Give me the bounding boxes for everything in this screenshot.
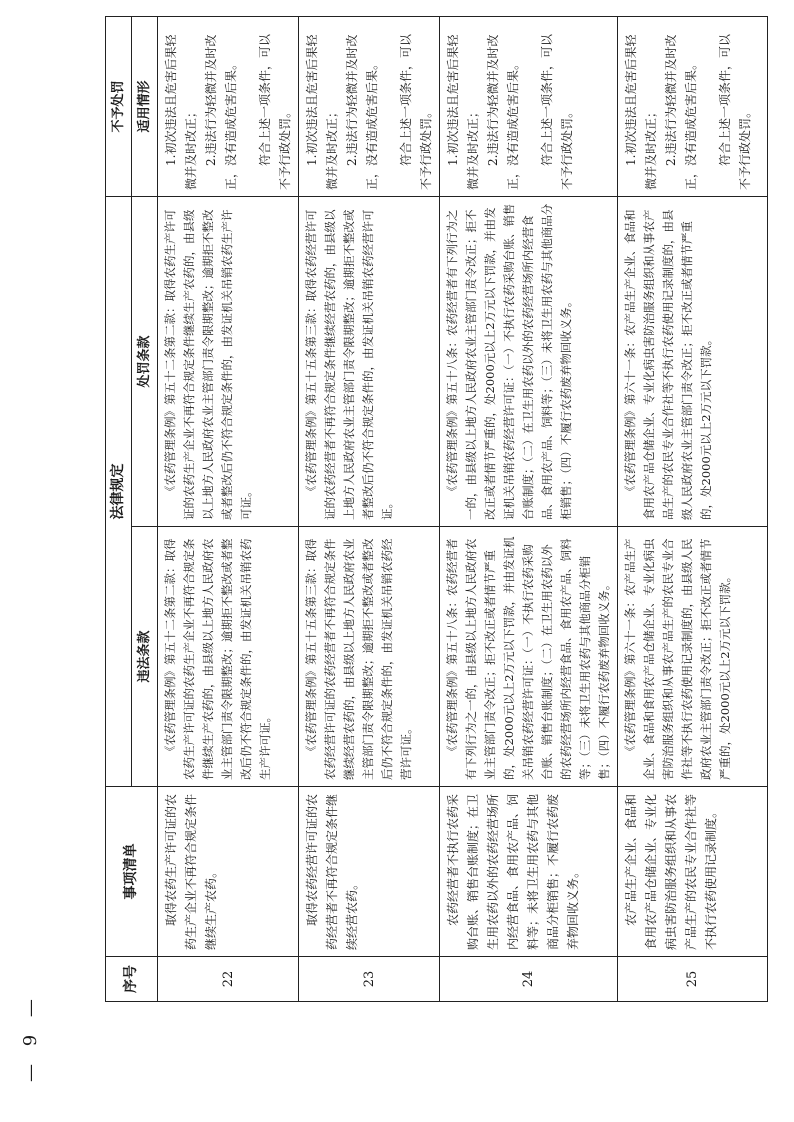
row-item: 农产品生产企业、食品和食用农产品仓储企业、专业化病虫害防治服务组织和从事农产品生产的农民专业合作社等不执行农药使用记录制度。 [618,787,768,957]
header-conditions: 适用情形 [132,17,158,197]
condition-1: 1.初次违法且危害后果轻微并及时改正； [305,34,339,190]
row-penalty: 《农药管理条例》第六十一条：农产品生产企业、食品和食用农产品仓储企业、专业化病虫害防治服务组织和从事农产品生产的农民专业合作社等不执行农药使用记录制度的，由县级人民政府农业主管部门责令改正；拒不改正或者情节严重的，处2000元以上2万元以下罚款。 [618,197,768,527]
header-seq: 序号 [106,957,158,1002]
penalty-table [105,16,768,1002]
row-item: 取得农药生产许可证的农药生产企业不再符合规定条件继续生产农药。 [158,787,299,957]
page-number: — 9 — [20,993,41,1082]
condition-note: 符合上述一项条件，可以不予行政处罚。 [540,33,574,190]
condition-2: 2.违法行为轻微并及时改正，没有造成危害后果。 [664,34,698,190]
row-item: 农药经营者不执行农药采购台账、销售台账制度；在卫生用农药以外的农药经营场所内经营食品、食用农产品、饲料等；未将卫生用农药与其他商品分柜销售；不履行农药废弃物回收义务。 [440,787,618,957]
table-row [440,17,618,1002]
condition-1: 1.初次违法且危害后果轻微并及时改正； [624,34,658,190]
condition-note: 符合上述一项条件，可以不予行政处罚。 [399,33,433,190]
row-number: 23 [299,957,440,1002]
header-law: 法律规定 [106,197,132,787]
row-violation: 《农药管理条例》第五十八条：农药经营者有下列行为之一的，由县级以上地方人民政府农业主管部门责令改正；拒不改正或者情节严重的，处2000元以上2万元以下罚款，并由发证机关吊销农药经营许可证：（一）不执行农药采购台账、销售台账制度；（二）在卫生用农药以外的农药经营场所内经营食品、食用农产品、饲料等；（三）未将卫生用农药与其他商品分柜销售；（四）不履行农药废弃物回收义务。 [440,527,618,787]
row-violation: 《农药管理条例》第六十一条：农产品生产企业、食品和食用农产品仓储企业、专业化病虫害防治服务组织和从事农产品生产的农民专业合作社等不执行农药使用记录制度的，由县级人民政府农业主管部门责令改正；拒不改正或者情节严重的，处2000元以上2万元以下罚款。 [618,527,768,787]
header-penalty: 处罚条款 [132,197,158,527]
table-row [299,17,440,1002]
header-violation: 违法条款 [132,527,158,787]
row-penalty: 《农药管理条例》第五十二条第二款：取得农药生产许可证的农药生产企业不再符合规定条件继续生产农药的，由县级以上地方人民政府农业主管部门责令限期整改；逾期拒不整改或者整改后仍不符合规定条件的，由发证机关吊销农药生产许可证。 [158,197,299,527]
condition-2: 2.违法行为轻微并及时改正，没有造成危害后果。 [204,34,238,190]
row-conditions [299,17,440,197]
condition-1: 1.初次违法且危害后果轻微并及时改正； [446,34,480,190]
table-row [618,17,768,1002]
row-violation: 《农药管理条例》第五十五条第三款：取得农药经营许可证的农药经营者不再符合规定条件继续经营农药的，由县级以上地方人民政府农业主管部门责令限期整改；逾期拒不整改或者整改后仍不符合规定条件的，由发证机关吊销农药经营许可证。 [299,527,440,787]
row-violation: 《农药管理条例》第五十二条第二款：取得农药生产许可证的农药生产企业不再符合规定条件继续生产农药的，由县级以上地方人民政府农业主管部门责令限期整改；逾期拒不整改或者整改后仍不符合规定条件的，由发证机关吊销农药生产许可证。 [158,527,299,787]
header-no-penalty: 不予处罚 [106,17,132,197]
table-row [158,17,299,1002]
row-penalty: 《农药管理条例》第五十八条：农药经营者有下列行为之一的，由县级以上地方人民政府农业主管部门责令改正；拒不改正或者情节严重的，处2000元以上2万元以下罚款，并由发证机关吊销农药经营许可证：（一）不执行农药采购台账、销售台账制度；（二）在卫生用农药以外的农药经营场所内经营食品、食用农产品、饲料等；（三）未将卫生用农药与其他商品分柜销售；（四）不履行农药废弃物回收义务。 [440,197,618,527]
condition-1: 1.初次违法且危害后果轻微并及时改正； [164,34,198,190]
row-conditions [440,17,618,197]
row-number: 22 [158,957,299,1002]
row-penalty: 《农药管理条例》第五十五条第三款：取得农药经营许可证的农药经营者不再符合规定条件继续经营农药的，由县级以上地方人民政府农业主管部门责令限期整改；逾期拒不整改或者整改后仍不符合规定条件的，由发证机关吊销农药经营许可证。 [299,197,440,527]
row-item: 取得农药经营许可证的农药经营者不再符合规定条件继续经营农药。 [299,787,440,957]
condition-note: 符合上述一项条件，可以不予行政处罚。 [258,33,292,190]
header-item: 事项清单 [106,787,158,957]
condition-2: 2.违法行为轻微并及时改正，没有造成危害后果。 [345,34,379,190]
condition-2: 2.违法行为轻微并及时改正，没有造成危害后果。 [486,34,520,190]
row-conditions [158,17,299,197]
row-conditions [618,17,768,197]
row-number: 25 [618,957,768,1002]
condition-note: 符合上述一项条件，可以不予行政处罚。 [718,33,752,190]
row-number: 24 [440,957,618,1002]
